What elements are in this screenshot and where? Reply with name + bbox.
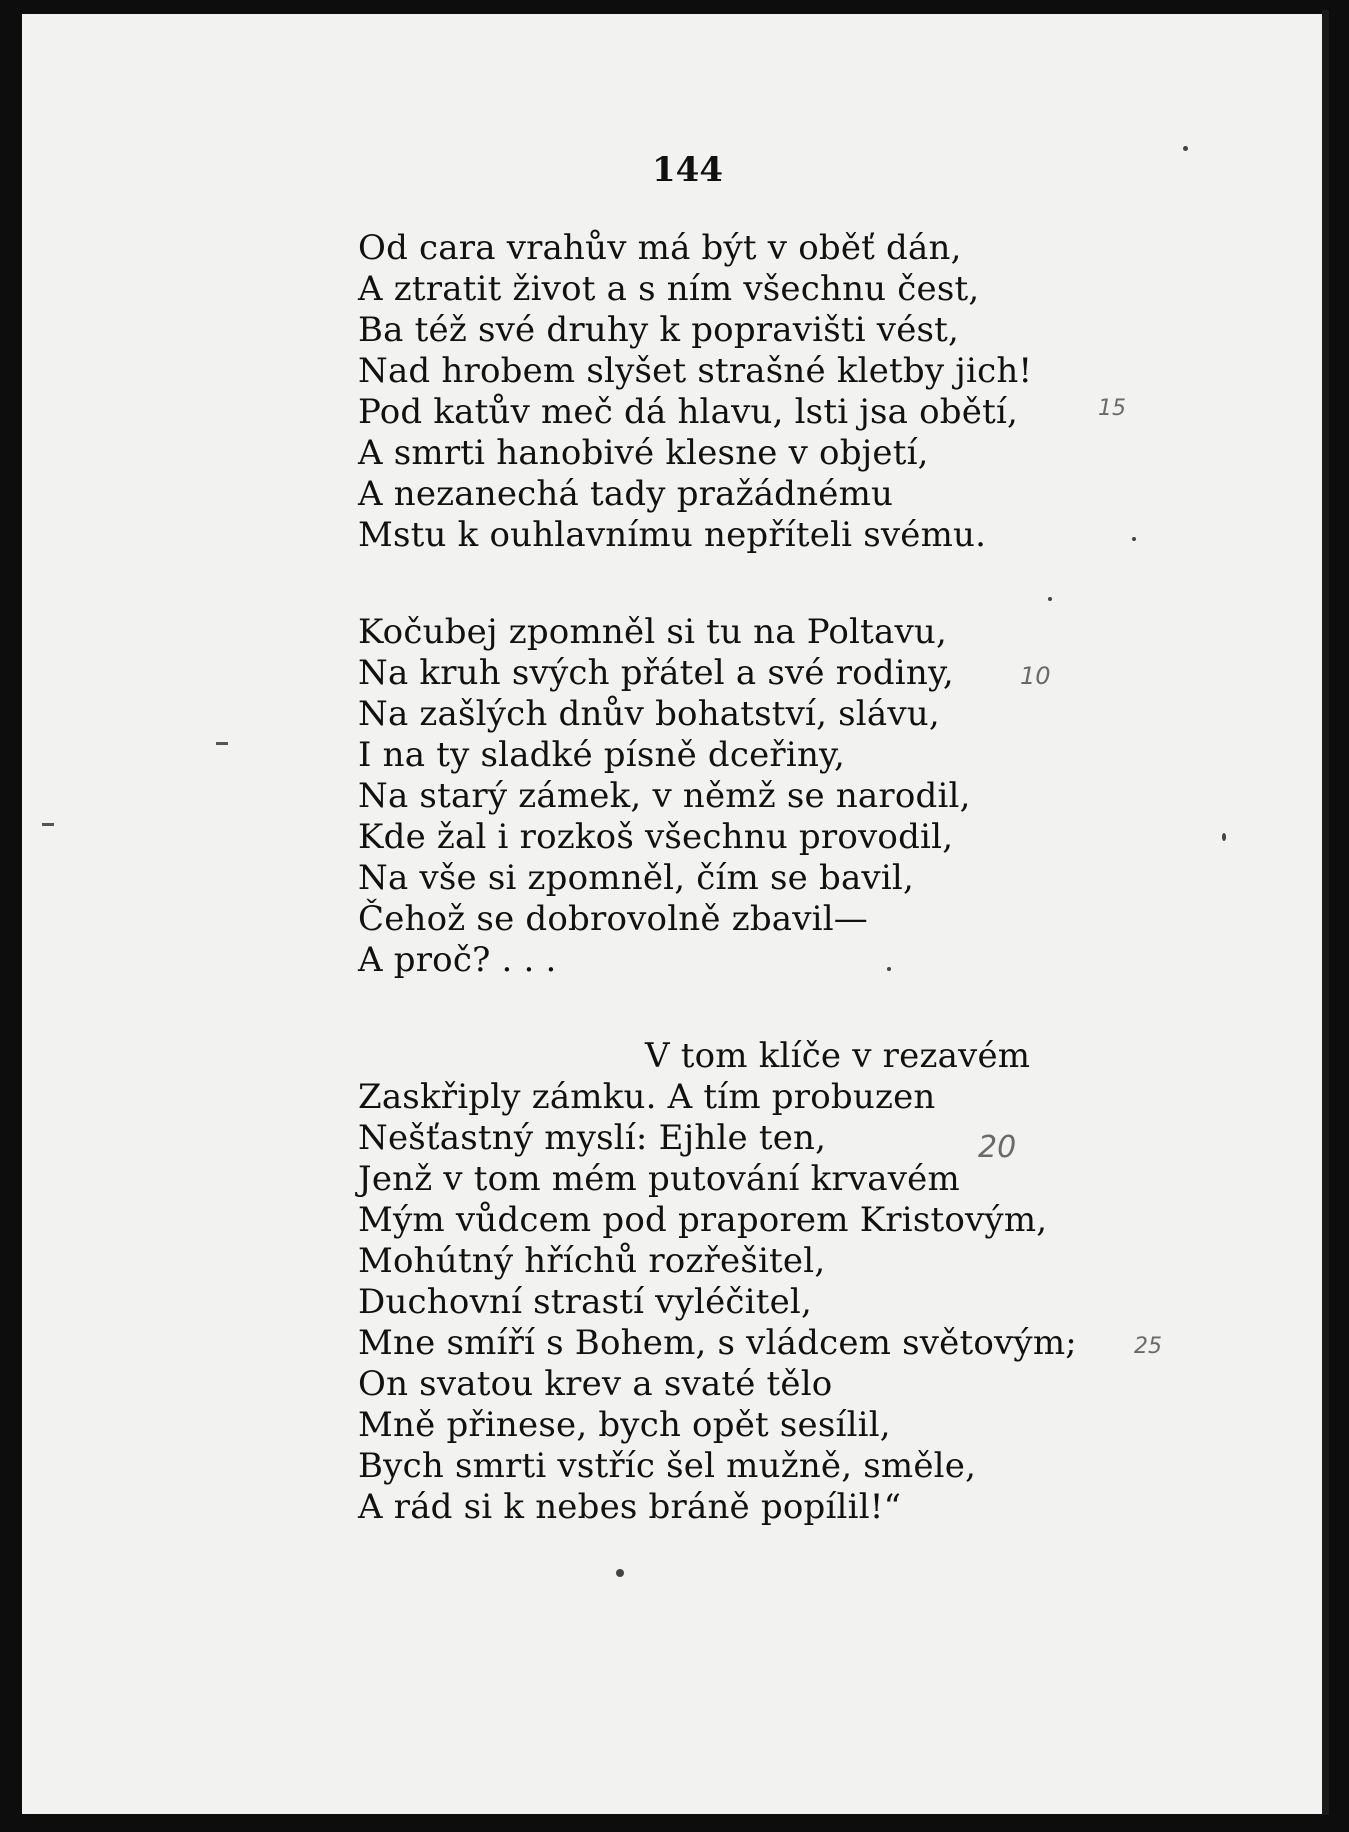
margin-line-count-20: 20 (978, 1130, 1017, 1165)
scan-speck (1183, 146, 1188, 151)
verse-line: Zaskřiply zámku. A tím probuzen (358, 1077, 936, 1117)
margin-line-count-25: 25 (1134, 1334, 1162, 1359)
scan-speck (1048, 597, 1052, 601)
margin-line-count-10: 10 (1020, 662, 1051, 690)
stanza-2 (358, 612, 971, 981)
verse-line: Na zašlých dnův bohatství, slávu, (358, 694, 940, 734)
scan-speck (616, 1569, 624, 1577)
scan-speck (1222, 833, 1226, 841)
verse-line: Mstu k ouhlavnímu nepříteli svému. (358, 515, 987, 555)
verse-line: Čehož se dobrovolně zbavil— (358, 899, 869, 939)
scan-speck (1132, 537, 1136, 541)
verse-line: Na vše si zpomněl, čím se bavil, (358, 858, 914, 898)
verse-line: Kde žal i rozkoš všechnu provodil, (358, 817, 954, 857)
verse-line: Duchovní strastí vyléčitel, (358, 1282, 812, 1322)
page-edge-rule (1322, 10, 1329, 1815)
verse-line: A nezanechá tady pražádnému (358, 474, 894, 514)
verse-line: A rád si k nebes bráně popílil!“ (358, 1487, 902, 1527)
verse-line: A smrti hanobivé klesne v objetí, (358, 433, 929, 473)
verse-line: Nešťastný myslí: Ejhle ten, (358, 1118, 827, 1158)
verse-line: Bych smrti vstříc šel mužně, směle, (358, 1446, 977, 1486)
verse-line: Na starý zámek, v němž se narodil, (358, 776, 971, 816)
verse-line: A ztratit život a s ním všechnu čest, (358, 269, 980, 309)
verse-line: Mohútný hříchů rozřešitel, (358, 1241, 826, 1281)
verse-line-indented (358, 1036, 1077, 1077)
scan-speck (887, 967, 891, 971)
scan-mark (216, 742, 228, 745)
verse-line: Jenž v tom mém putování krvavém (358, 1159, 960, 1199)
verse-line: Ba též své druhy k popravišti vést, (358, 310, 960, 350)
verse-line: Mně přinese, bych opět sesílil, (358, 1405, 891, 1445)
scan-mark (42, 823, 54, 826)
verse-line: Kočubej zpomněl si tu na Poltavu, (358, 612, 947, 652)
stanza-3 (358, 1036, 1077, 1528)
verse-line: A proč? . . . (358, 940, 557, 980)
verse-line: I na ty sladké písně dceřiny, (358, 735, 845, 775)
page-number: 144 (652, 150, 723, 190)
verse-line: Na kruh svých přátel a své rodiny, (358, 653, 954, 693)
margin-line-count-15: 15 (1098, 396, 1126, 421)
verse-line: Mým vůdcem pod praporem Kristovým, (358, 1200, 1048, 1240)
verse-line: On svatou krev a svaté tělo (358, 1364, 833, 1404)
stanza-1 (358, 228, 1032, 556)
verse-line: Od cara vrahův má být v oběť dán, (358, 228, 962, 268)
verse-line-text: V tom klíče v rezavém (645, 1036, 1031, 1076)
verse-line: Nad hrobem slyšet strašné kletby jich! (358, 351, 1033, 391)
verse-line: Mne smíří s Bohem, s vládcem světovým; (358, 1323, 1077, 1363)
verse-line: Pod katův meč dá hlavu, lsti jsa obětí, (358, 392, 1019, 432)
